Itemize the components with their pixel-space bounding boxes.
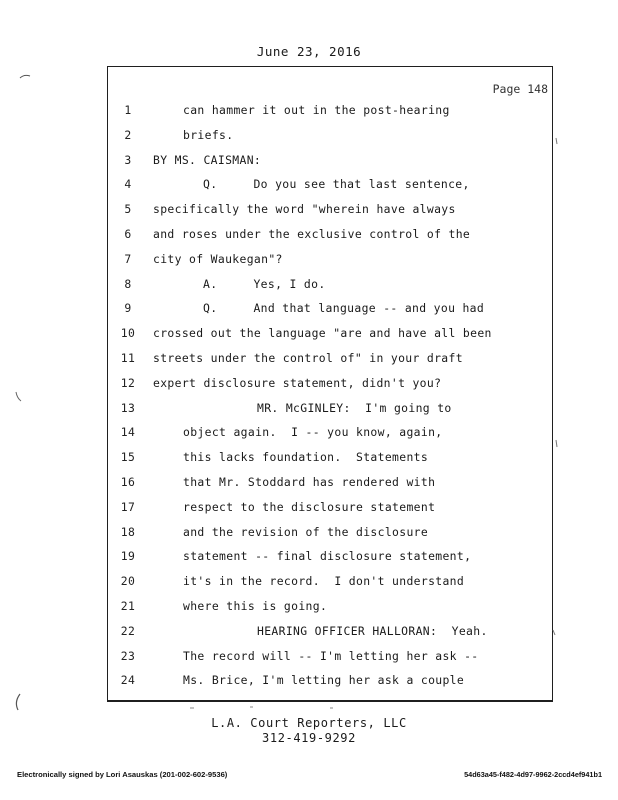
line-text: briefs. [183, 127, 234, 142]
line-text: specifically the word "wherein have always [153, 202, 456, 217]
transcript-line [107, 346, 553, 371]
transcript-line [107, 123, 553, 148]
transcript-line [107, 222, 553, 247]
transcript-line [107, 197, 553, 222]
line-text: that Mr. Stoddard has rendered with [183, 474, 436, 489]
line-text: HEARING OFFICER HALLORAN: Yeah. [257, 623, 488, 638]
line-text: where this is going. [183, 598, 328, 613]
line-text: object again. I -- you know, again, [183, 425, 443, 440]
transcript-line [107, 98, 553, 123]
line-text: and the revision of the disclosure [183, 524, 429, 539]
transcript-line [107, 495, 553, 520]
transcript-line [107, 371, 553, 396]
scan-speck [16, 694, 20, 710]
line-number: 12 [120, 375, 136, 390]
line-text: expert disclosure statement, didn't you? [153, 375, 442, 390]
line-number: 6 [124, 226, 132, 241]
line-number: 24 [120, 673, 136, 688]
scan-speck [16, 392, 21, 401]
line-number: 23 [120, 648, 136, 663]
line-number: 13 [120, 400, 136, 415]
line-number: 20 [120, 574, 136, 589]
line-text: crossed out the language "are and have all been [153, 326, 492, 341]
line-text: MR. McGINLEY: I'm going to [257, 400, 452, 415]
line-text: BY MS. CAISMAN: [153, 152, 262, 167]
scan-speck [556, 440, 557, 447]
line-text: The record will -- I'm letting her ask -- [183, 648, 479, 663]
line-text: respect to the disclosure statement [183, 499, 436, 514]
line-number: 11 [120, 350, 136, 365]
court-reporter-name: L.A. Court Reporters, LLC [211, 716, 407, 730]
line-number: 5 [124, 202, 132, 217]
line-text: Q. And that language -- and you had [203, 301, 485, 316]
transcript-line [107, 544, 553, 569]
transcript-line [107, 644, 553, 669]
line-number: 2 [124, 127, 132, 142]
line-number: 18 [120, 524, 136, 539]
transcript-line [107, 594, 553, 619]
court-reporter-phone: 312-419-9292 [262, 731, 356, 745]
line-number: 1 [124, 103, 132, 117]
line-number: 7 [124, 251, 132, 266]
page-number: Page 148 [492, 82, 548, 96]
line-number: 9 [124, 301, 132, 316]
document-id: 54d63a45-f482-4d97-9962-2ccd4ef941b1 [464, 770, 602, 779]
transcript-line [107, 420, 553, 445]
transcript-line [107, 569, 553, 594]
line-text: city of Waukegan"? [153, 251, 283, 266]
transcript-line [107, 296, 553, 321]
transcript-line [107, 668, 553, 693]
line-text: it's in the record. I don't understand [183, 574, 465, 589]
line-number: 17 [120, 499, 136, 514]
line-number: 8 [124, 276, 132, 291]
scan-speck [20, 75, 30, 78]
scan-speck [190, 707, 333, 708]
header-date: June 23, 2016 [256, 44, 362, 59]
line-number: 22 [120, 623, 136, 638]
transcript-line [107, 396, 553, 421]
transcript-line [107, 619, 553, 644]
line-number: 16 [120, 474, 136, 489]
line-number: 4 [124, 177, 132, 192]
line-text: can hammer it out in the post-hearing [183, 103, 450, 117]
line-number: 10 [120, 326, 136, 341]
transcript-line [107, 445, 553, 470]
line-text: streets under the control of" in your draft [153, 350, 463, 365]
line-number: 3 [124, 152, 132, 167]
line-text: Ms. Brice, I'm letting her ask a couple [183, 673, 465, 688]
line-number: 14 [120, 425, 136, 440]
line-number: 15 [120, 450, 136, 465]
scan-speck [553, 630, 555, 635]
transcript-line [107, 321, 553, 346]
line-text: and roses under the exclusive control of the [153, 226, 471, 241]
line-number: 21 [120, 598, 136, 613]
transcript-line [107, 247, 553, 272]
transcript-body [107, 98, 553, 693]
transcript-line [107, 470, 553, 495]
transcript-line [107, 172, 553, 197]
line-text: this lacks foundation. Statements [183, 450, 429, 465]
transcript-line [107, 272, 553, 297]
transcript-line [107, 520, 553, 545]
line-text: statement -- final disclosure statement, [183, 549, 472, 564]
transcript-line [107, 148, 553, 173]
electronic-signature-note: Electronically signed by Lori Asauskas (201-002-602-9536) [17, 770, 228, 779]
line-text: Q. Do you see that last sentence, [203, 177, 470, 192]
line-text: A. Yes, I do. [203, 276, 326, 291]
scan-speck [556, 138, 557, 144]
line-number: 19 [120, 549, 136, 564]
